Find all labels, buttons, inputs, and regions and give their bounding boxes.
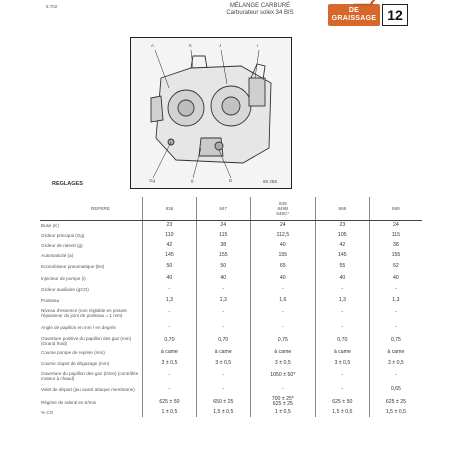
table-cell: 145 <box>315 251 369 261</box>
table-cell: 3 ± 0,5 <box>315 358 369 369</box>
column-header: 847 <box>196 197 250 221</box>
table-cell: 105 <box>315 231 369 241</box>
table-cell: 0,65 <box>369 383 422 397</box>
table-cell: - <box>143 306 197 320</box>
table-cell: 115 <box>369 231 422 241</box>
row-label: Angle de papillon en mm / en degrés <box>41 324 116 330</box>
table-cell: 40 <box>250 241 315 251</box>
table-row <box>40 231 422 241</box>
table-cell: 0,75 <box>250 335 315 347</box>
table-row <box>40 285 422 295</box>
table-cell: 3 ± 0,5 <box>196 358 250 369</box>
table-cell: 1,3 <box>369 295 422 306</box>
table-cell: à came <box>196 347 250 358</box>
table-cell: - <box>315 383 369 397</box>
carburetor-drawing <box>131 38 291 188</box>
table-cell: 40 <box>250 273 315 285</box>
table-row <box>40 273 422 285</box>
table-cell: 1,5 ± 0,5 <box>196 408 250 417</box>
table-cell: 1,3 <box>315 295 369 306</box>
table-cell: 23 <box>315 221 369 231</box>
table-cell: - <box>315 306 369 320</box>
oil-can-icon <box>352 0 378 6</box>
table-row <box>40 251 422 261</box>
table-cell: 155 <box>250 251 315 261</box>
table-cell: 0,70 <box>196 335 250 347</box>
table-cell: - <box>196 285 250 295</box>
table-cell: - <box>250 383 315 397</box>
table-cell: 112,5 <box>250 231 315 241</box>
table-row <box>40 369 422 383</box>
logo-text-line1: DE <box>348 7 360 14</box>
page-number: 12 <box>382 4 408 26</box>
table-cell: 40 <box>143 273 197 285</box>
table-cell: 38 <box>196 241 250 251</box>
table-cell: à came <box>250 347 315 358</box>
table-cell: 3 ± 0,5 <box>369 358 422 369</box>
diagram-label-g: g <box>191 178 194 183</box>
specs-table <box>40 197 422 417</box>
row-label: Ouverture du papillon des gaz (t/min) (contrôlée moteur à chaud) <box>41 370 139 381</box>
graissage-logo <box>328 4 380 26</box>
table-row <box>40 347 422 358</box>
table-cell: 38 <box>369 241 422 251</box>
diagram-label-j: J <box>219 43 222 48</box>
table-row <box>40 408 422 417</box>
table-cell: - <box>315 369 369 383</box>
table-cell: 1 ± 0,5 <box>250 408 315 417</box>
table-cell: - <box>196 369 250 383</box>
table-cell: 65 <box>250 261 315 273</box>
table-row <box>40 241 422 251</box>
row-label: Course pompe de reprise (mm) <box>41 349 105 355</box>
table-cell: 155 <box>369 251 422 261</box>
row-label: Ouverture positive du papillon des gaz (mm) (Grand froid) <box>41 335 132 346</box>
row-label: Gicleur auxiliaire (gCO) <box>41 287 89 292</box>
table-cell: 115 <box>196 231 250 241</box>
table-cell: 40 <box>315 273 369 285</box>
table-cell: 625 ± 50 <box>315 397 369 408</box>
table-header-row <box>40 197 422 221</box>
table-cell: 40 <box>369 273 422 285</box>
column-header-label: REPERE <box>40 197 143 221</box>
table-cell: - <box>369 285 422 295</box>
table-cell: 700 ± 25* 625 ± 25 <box>250 397 315 408</box>
table-cell: 0,70 <box>143 335 197 347</box>
diagram-label-gg: Gg <box>149 178 156 183</box>
row-label: Volet de départ (jeu avant attaque membrane) <box>41 387 135 392</box>
diagram-label-i: I <box>257 43 259 48</box>
table-cell: 40 <box>196 273 250 285</box>
table-cell: - <box>143 383 197 397</box>
table-cell: 3 ± 0,5 <box>250 358 315 369</box>
table-cell: - <box>250 306 315 320</box>
table-cell: - <box>143 285 197 295</box>
column-header: 849 849B 849C* <box>250 197 315 221</box>
table-cell: 625 ± 50 <box>143 397 197 408</box>
table-cell: 1050 ± 50* <box>250 369 315 383</box>
row-label: Pointeau <box>41 297 60 303</box>
table-cell: 110 <box>143 231 197 241</box>
table-cell: 1,3 <box>143 295 197 306</box>
row-label: Injecteur de pompe (i) <box>41 276 86 281</box>
table-cell: - <box>369 369 422 383</box>
table-cell: - <box>315 320 369 335</box>
table-cell: 145 <box>143 251 197 261</box>
table-cell: 24 <box>196 221 250 231</box>
table-cell: à came <box>143 347 197 358</box>
column-header: 836 <box>143 197 197 221</box>
diagram-label-a: A <box>151 43 155 48</box>
row-label: Course clapet de dégazage (mm) <box>41 360 110 366</box>
table-cell: 23 <box>143 221 197 231</box>
table-cell: à came <box>369 347 422 358</box>
table-cell: - <box>143 320 197 335</box>
page-header <box>200 3 320 17</box>
table-cell: - <box>315 285 369 295</box>
table-cell: - <box>250 320 315 335</box>
table-cell: 0,70 <box>315 335 369 347</box>
diagram-label-b: B <box>229 178 233 183</box>
section-title: REGLAGES <box>52 181 83 187</box>
table-row <box>40 383 422 397</box>
table-cell: à came <box>315 347 369 358</box>
table-cell: 50 <box>196 261 250 273</box>
table-cell: 1 ± 0,5 <box>143 408 197 417</box>
table-row <box>40 358 422 369</box>
table-cell: 1,5 ± 0,5 <box>369 408 422 417</box>
header-title: MÉLANGE CARBURÉ <box>229 3 291 9</box>
table-cell: - <box>196 320 250 335</box>
table-cell: 42 <box>143 241 197 251</box>
table-body <box>40 221 422 417</box>
table-row <box>40 320 422 335</box>
table-cell: 650 ± 25 <box>196 397 250 408</box>
row-label: Niveau d'essence (non réglable en posant l'épaisseur du joint de pointeau = 1 mm) <box>41 307 127 318</box>
row-label: Gicleur de ralenti (g) <box>41 243 83 248</box>
table-cell: 55 <box>315 261 369 273</box>
document-reference: 5.702 <box>46 4 58 9</box>
table-cell: 42 <box>315 241 369 251</box>
diagram-label-k: K <box>189 43 193 48</box>
column-header: 869 <box>369 197 422 221</box>
table-row <box>40 335 422 347</box>
table-row <box>40 261 422 273</box>
column-header: 868 <box>315 197 369 221</box>
table-cell: - <box>369 306 422 320</box>
table-cell: 1,3 <box>196 295 250 306</box>
table-cell: 24 <box>369 221 422 231</box>
table-row <box>40 221 422 231</box>
table-cell: 1,5 ± 0,5 <box>315 408 369 417</box>
carburetor-diagram <box>130 37 292 189</box>
table-cell: 625 ± 25 <box>369 397 422 408</box>
table-cell: 1,6 <box>250 295 315 306</box>
table-cell: - <box>196 383 250 397</box>
row-label: Buse (K) <box>41 223 59 229</box>
table-cell: 3 ± 0,5 <box>143 358 197 369</box>
row-label: Régime de ralenti en tr/min <box>41 399 97 405</box>
row-label: Gicleur principal (Gg) <box>41 233 85 238</box>
header-subtitle: Carburateur solex 34 BIS <box>226 10 294 16</box>
table-cell: - <box>143 369 197 383</box>
table-cell: - <box>196 306 250 320</box>
table-cell: 155 <box>196 251 250 261</box>
row-label: % CO <box>41 409 54 415</box>
table-cell: 52 <box>369 261 422 273</box>
table-row <box>40 295 422 306</box>
diagram-code: 88 JB8 <box>263 179 278 184</box>
table-cell: - <box>369 320 422 335</box>
row-label: Econobiseur pneumatique (Ee) <box>41 264 105 269</box>
table-row <box>40 397 422 408</box>
table-cell: 0,75 <box>369 335 422 347</box>
table-row <box>40 306 422 320</box>
row-label: Automaticité (a) <box>41 253 74 258</box>
logo-text-line2: GRAISSAGE <box>331 15 377 22</box>
table-cell: 50 <box>143 261 197 273</box>
table-cell: - <box>250 285 315 295</box>
table-cell: 24 <box>250 221 315 231</box>
